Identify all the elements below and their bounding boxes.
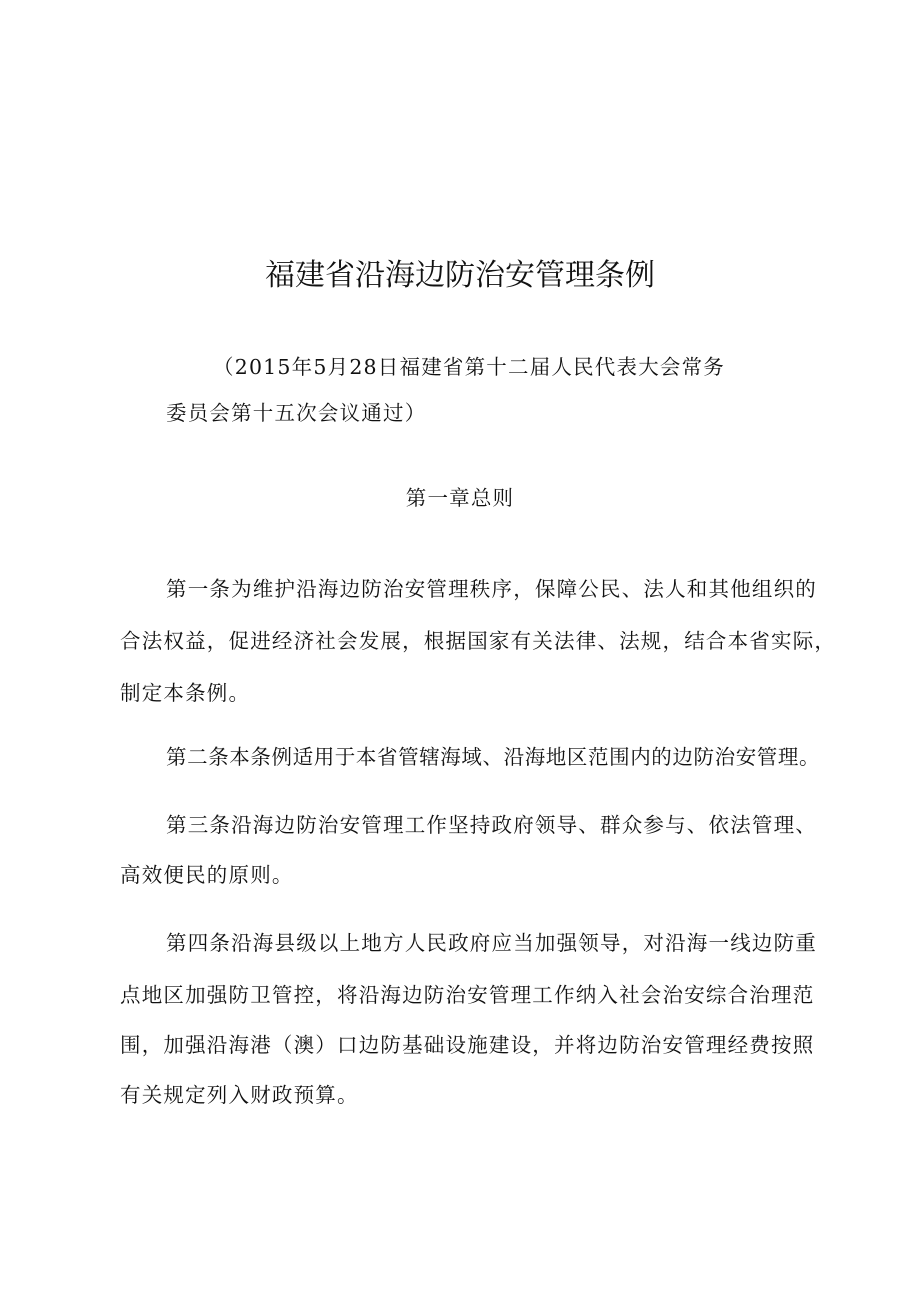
document-title: 福建省沿海边防治安管理条例 [265, 258, 655, 293]
article-3-line-2: 高效便民的原则。 [120, 863, 294, 887]
article-4-line-2: 点地区加强防卫管控，将沿海边防治安管理工作纳入社会治安综合治理范 [120, 983, 815, 1007]
article-1-line-1: 第一条为维护沿海边防治安管理秩序，保障公民、法人和其他组织的 [166, 577, 817, 601]
article-4-line-4: 有关规定列入财政预算。 [120, 1083, 359, 1107]
article-4-line-1: 第四条沿海县级以上地方人民政府应当加强领导，对沿海一线边防重 [166, 931, 817, 955]
article-2-line-1: 第二条本条例适用于本省管辖海域、沿海地区范围内的边防治安管理。 [166, 745, 821, 769]
article-1-line-2: 合法权益，促进经济社会发展，根据国家有关法律、法规，结合本省实际， [120, 629, 837, 653]
adoption-note-line-2: 委员会第十五次会议通过） [166, 401, 427, 425]
article-4-line-3: 围，加强沿海港（澳）口边防基础设施建设，并将边防治安管理经费按照 [120, 1033, 815, 1057]
article-1-line-3: 制定本条例。 [120, 681, 251, 705]
adoption-note-line-1: （2015年5月28日福建省第十二届人民代表大会常务 [213, 355, 725, 379]
article-3-line-1: 第三条沿海边防治安管理工作坚持政府领导、群众参与、依法管理、 [166, 813, 817, 837]
chapter-heading: 第一章总则 [405, 486, 515, 510]
